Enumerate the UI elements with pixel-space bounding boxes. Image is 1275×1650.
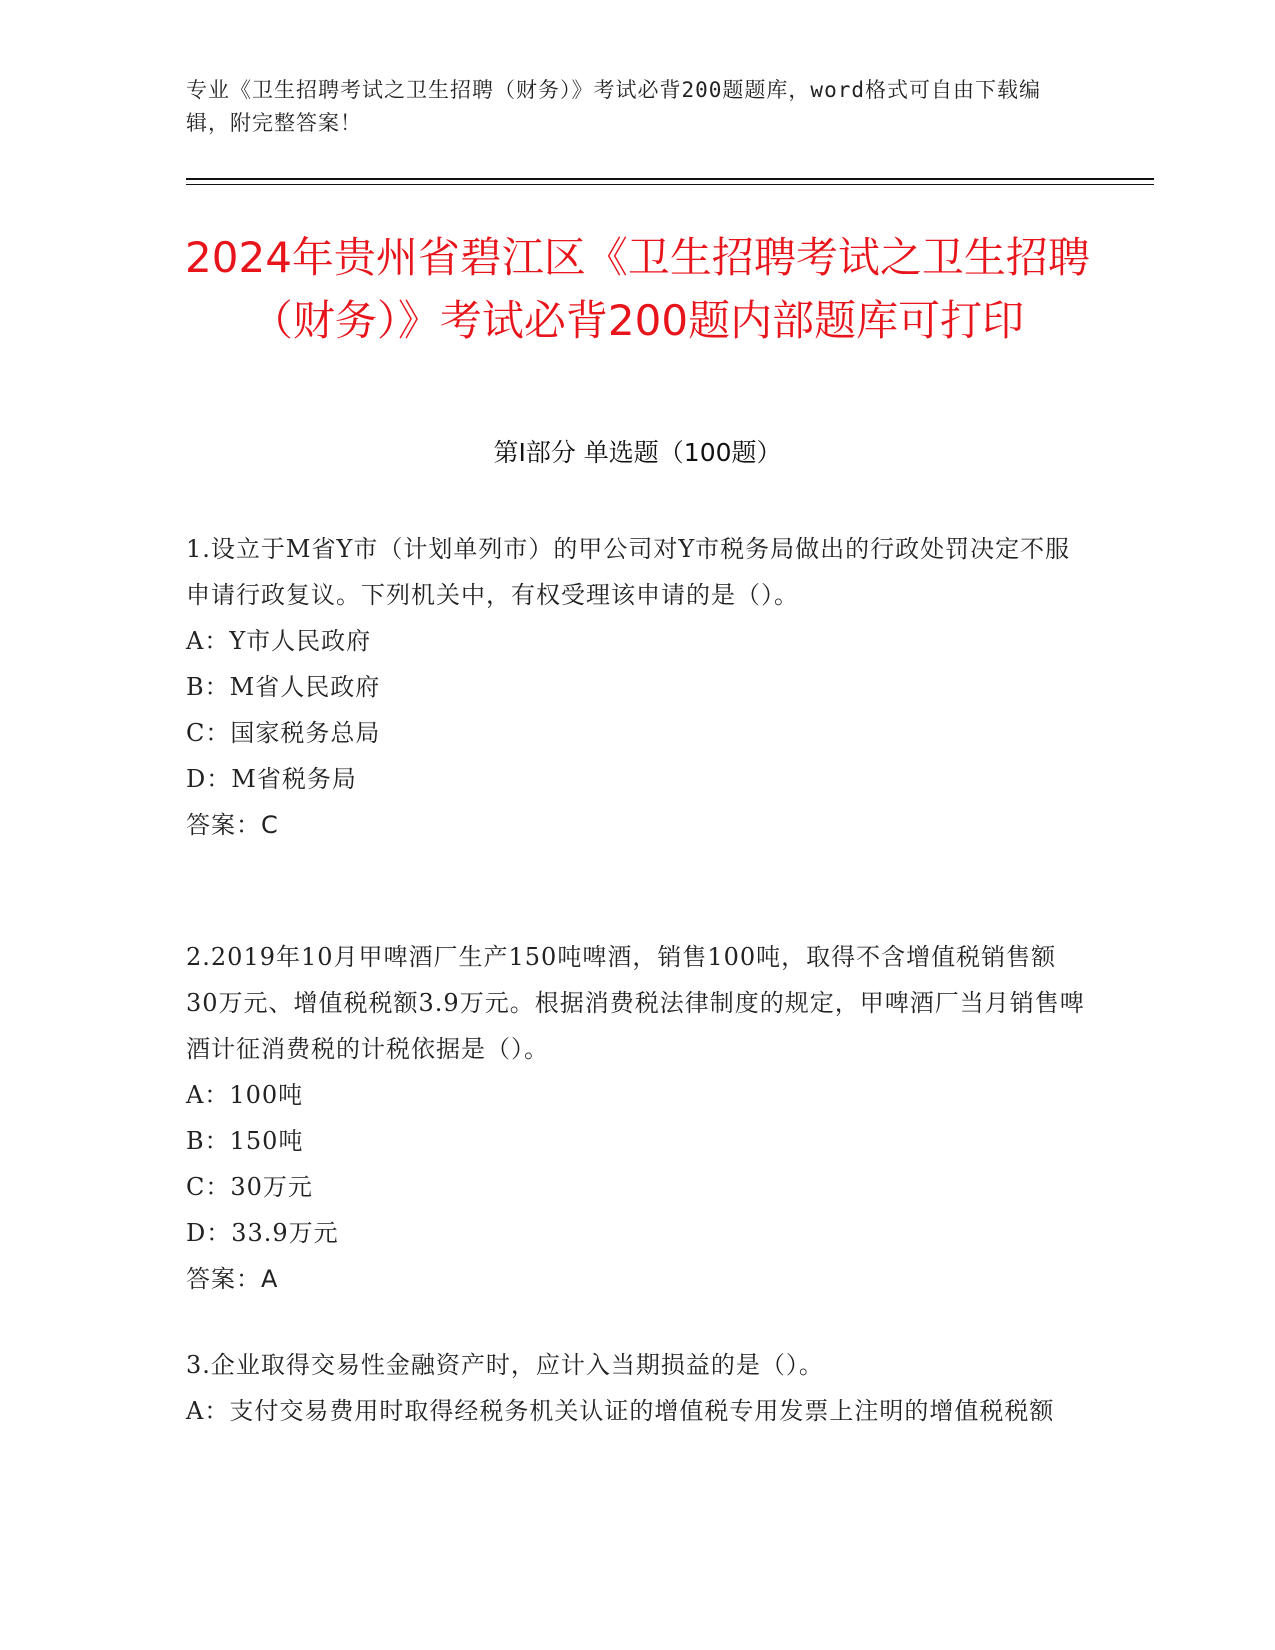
question-stem: 2.2019年10月甲啤酒厂生产150吨啤酒，销售100吨，取得不含增值税销售额30万元、增值税税额3.9万元。根据消费税法律制度的规定，甲啤酒厂当月销售啤酒计征消费税的计税依据是（）。: [186, 943, 1085, 1063]
option-b: B：150吨: [186, 1127, 304, 1155]
question-3: [186, 1342, 1086, 1434]
answer: 答案：A: [186, 1265, 279, 1293]
option-d: D：33.9万元: [186, 1219, 339, 1247]
option-a: A：支付交易费用时取得经税务机关认证的增值税专用发票上注明的增值税税额: [186, 1397, 1055, 1425]
question-stem: 3.企业取得交易性金融资产时，应计入当期损益的是（）。: [186, 1351, 824, 1379]
header-note: 专业《卫生招聘考试之卫生招聘（财务）》考试必背200题题库，word格式可自由下载编辑，附完整答案！: [186, 78, 1041, 135]
question-2: [186, 934, 1086, 1302]
option-c: C：国家税务总局: [186, 719, 381, 747]
document-title: 2024年贵州省碧江区《卫生招聘考试之卫生招聘（财务）》考试必背200题内部题库可打印: [185, 233, 1090, 345]
option-a: A：Y市人民政府: [186, 627, 372, 655]
option-c: C：30万元: [186, 1173, 313, 1201]
question-stem: 1.设立于M省Y市（计划单列市）的甲公司对Y市税务局做出的行政处罚决定不服申请行政复议。下列机关中，有权受理该申请的是（）。: [186, 535, 1071, 609]
header-divider-thin: [186, 184, 1154, 185]
option-a: A：100吨: [186, 1081, 304, 1109]
section-heading: 第I部分 单选题（100题）: [493, 438, 782, 467]
option-b: B：M省人民政府: [186, 673, 381, 701]
option-d: D：M省税务局: [186, 765, 357, 793]
answer: 答案：C: [186, 811, 279, 839]
question-1: [186, 526, 1086, 848]
header-divider-thick: [186, 178, 1154, 180]
